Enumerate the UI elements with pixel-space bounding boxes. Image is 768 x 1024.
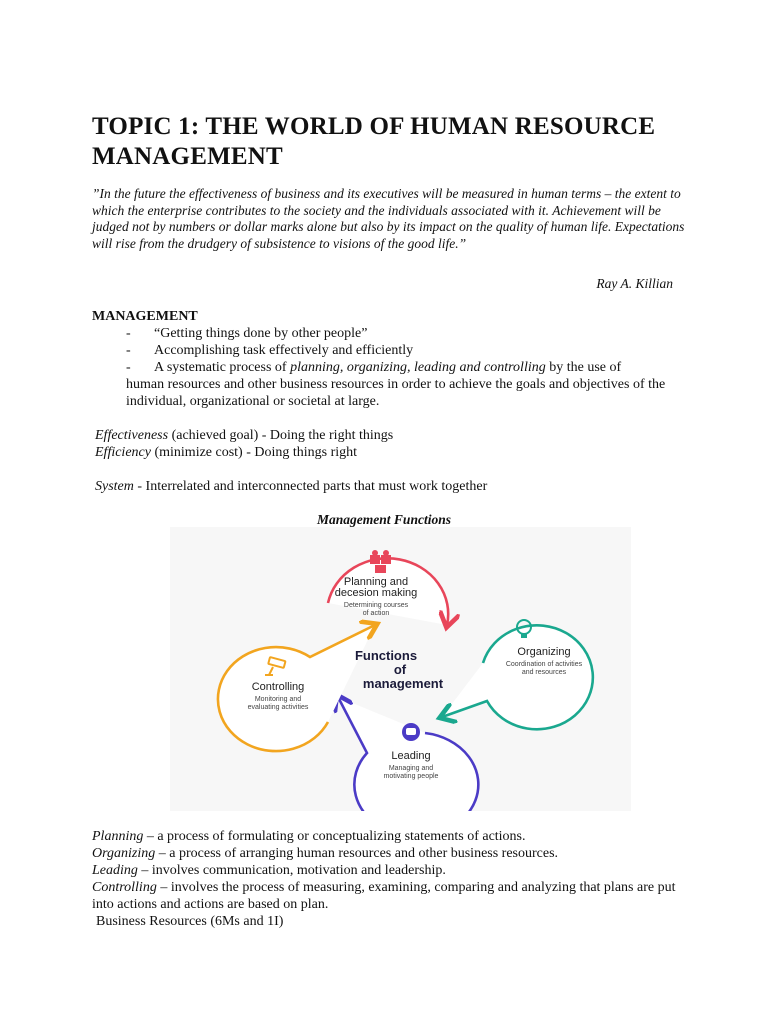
page-title: TOPIC 1: THE WORLD OF HUMAN RESOURCE MANAGEMENT	[92, 113, 656, 170]
planning-subtitle-2: of action	[362, 610, 390, 617]
list-item	[126, 342, 686, 359]
system-text: - Interrelated and interconnected parts that must work together	[133, 479, 488, 494]
quote-author: Ray A. Killian	[596, 276, 673, 291]
leading-text: – involves communication, motivation and leadership.	[137, 863, 446, 878]
leading-definition	[92, 862, 692, 879]
bullet-text: “Getting things done by other people”	[154, 326, 368, 341]
bullet-continuation: human resources and other business resources in order to achieve the goals and objectives of the individual, organizational or societal at large.	[126, 377, 666, 409]
controlling-text: – involves the process of measuring, examining, comparing and analyzing that plans are put into actions and actions are based on plan.	[92, 880, 676, 912]
efficiency-text: (minimize cost) - Doing things right	[150, 445, 358, 460]
bullet-text-part: A systematic process of	[154, 360, 291, 375]
leading-subtitle-2: motivating people	[383, 773, 439, 780]
epigraph-quote: ”In the future the effectiveness of business and its executives will be measured in human terms – the extent to which the enterprise contributes to the society and the individuals associated with it. Achievement will be judged not by numbers or dollar marks alone but also by its impact on the quality of human life. Expectations will rise from the drudgery of subsistence to visions of the good life.”	[92, 186, 685, 251]
effectiveness-term: Effectiveness	[95, 428, 169, 443]
management-functions-diagram	[170, 527, 631, 811]
list-item	[126, 325, 686, 342]
organizing-subtitle-1: Coordination of activities	[505, 661, 583, 668]
planning-text: – a process of formulating or conceptualizing statements of actions.	[143, 829, 526, 844]
center-label-1: Functions	[354, 648, 418, 663]
center-label-2: of	[393, 662, 407, 677]
figure-caption: Management Functions	[317, 512, 451, 527]
efficiency-term: Efficiency	[95, 445, 151, 460]
efficiency-line	[95, 444, 357, 461]
planning-title-2: decesion making	[334, 587, 418, 599]
effectiveness-line	[95, 427, 393, 444]
bullet-dash: -	[126, 343, 131, 358]
controlling-definition	[92, 879, 692, 913]
bullet-dash: -	[126, 360, 131, 375]
management-bullets	[126, 325, 686, 410]
management-heading: MANAGEMENT	[92, 309, 198, 324]
controlling-subtitle-2: evaluating activities	[247, 704, 309, 711]
system-term: System	[95, 479, 134, 494]
organizing-title: Organizing	[517, 646, 571, 658]
planning-subtitle-1: Determining courses	[343, 602, 409, 609]
organizing-term: Organizing	[92, 846, 156, 861]
controlling-subtitle-1: Monitoring and	[254, 696, 302, 703]
organizing-definition	[92, 845, 692, 862]
leading-term: Leading	[92, 863, 138, 878]
leading-subtitle-1: Managing and	[388, 765, 434, 772]
system-line	[95, 478, 487, 495]
function-definitions	[92, 828, 692, 930]
bullet-text	[154, 359, 686, 376]
bullet-dash: -	[126, 326, 131, 341]
controlling-title: Controlling	[251, 681, 305, 693]
planning-title-1: Planning and	[343, 576, 409, 588]
fist-icon	[402, 723, 420, 741]
planning-term: Planning	[92, 829, 144, 844]
effectiveness-text: (achieved goal) - Doing the right things	[168, 428, 394, 443]
organizing-text: – a process of arranging human resources and other business resources.	[155, 846, 559, 861]
bullet-italic-functions: planning, organizing, leading and controlling	[290, 360, 546, 375]
leading-title: Leading	[391, 750, 431, 762]
controlling-term: Controlling	[92, 880, 157, 895]
bullet-text: Accomplishing task effectively and efficiently	[154, 343, 414, 358]
organizing-subtitle-2: and resources	[521, 669, 567, 676]
planning-definition	[92, 828, 692, 845]
business-resources-line: Business Resources (6Ms and 1I)	[96, 914, 284, 929]
bullet-text-part: by the use of	[545, 360, 622, 375]
center-label-3: management	[362, 676, 444, 691]
list-item	[126, 359, 686, 376]
